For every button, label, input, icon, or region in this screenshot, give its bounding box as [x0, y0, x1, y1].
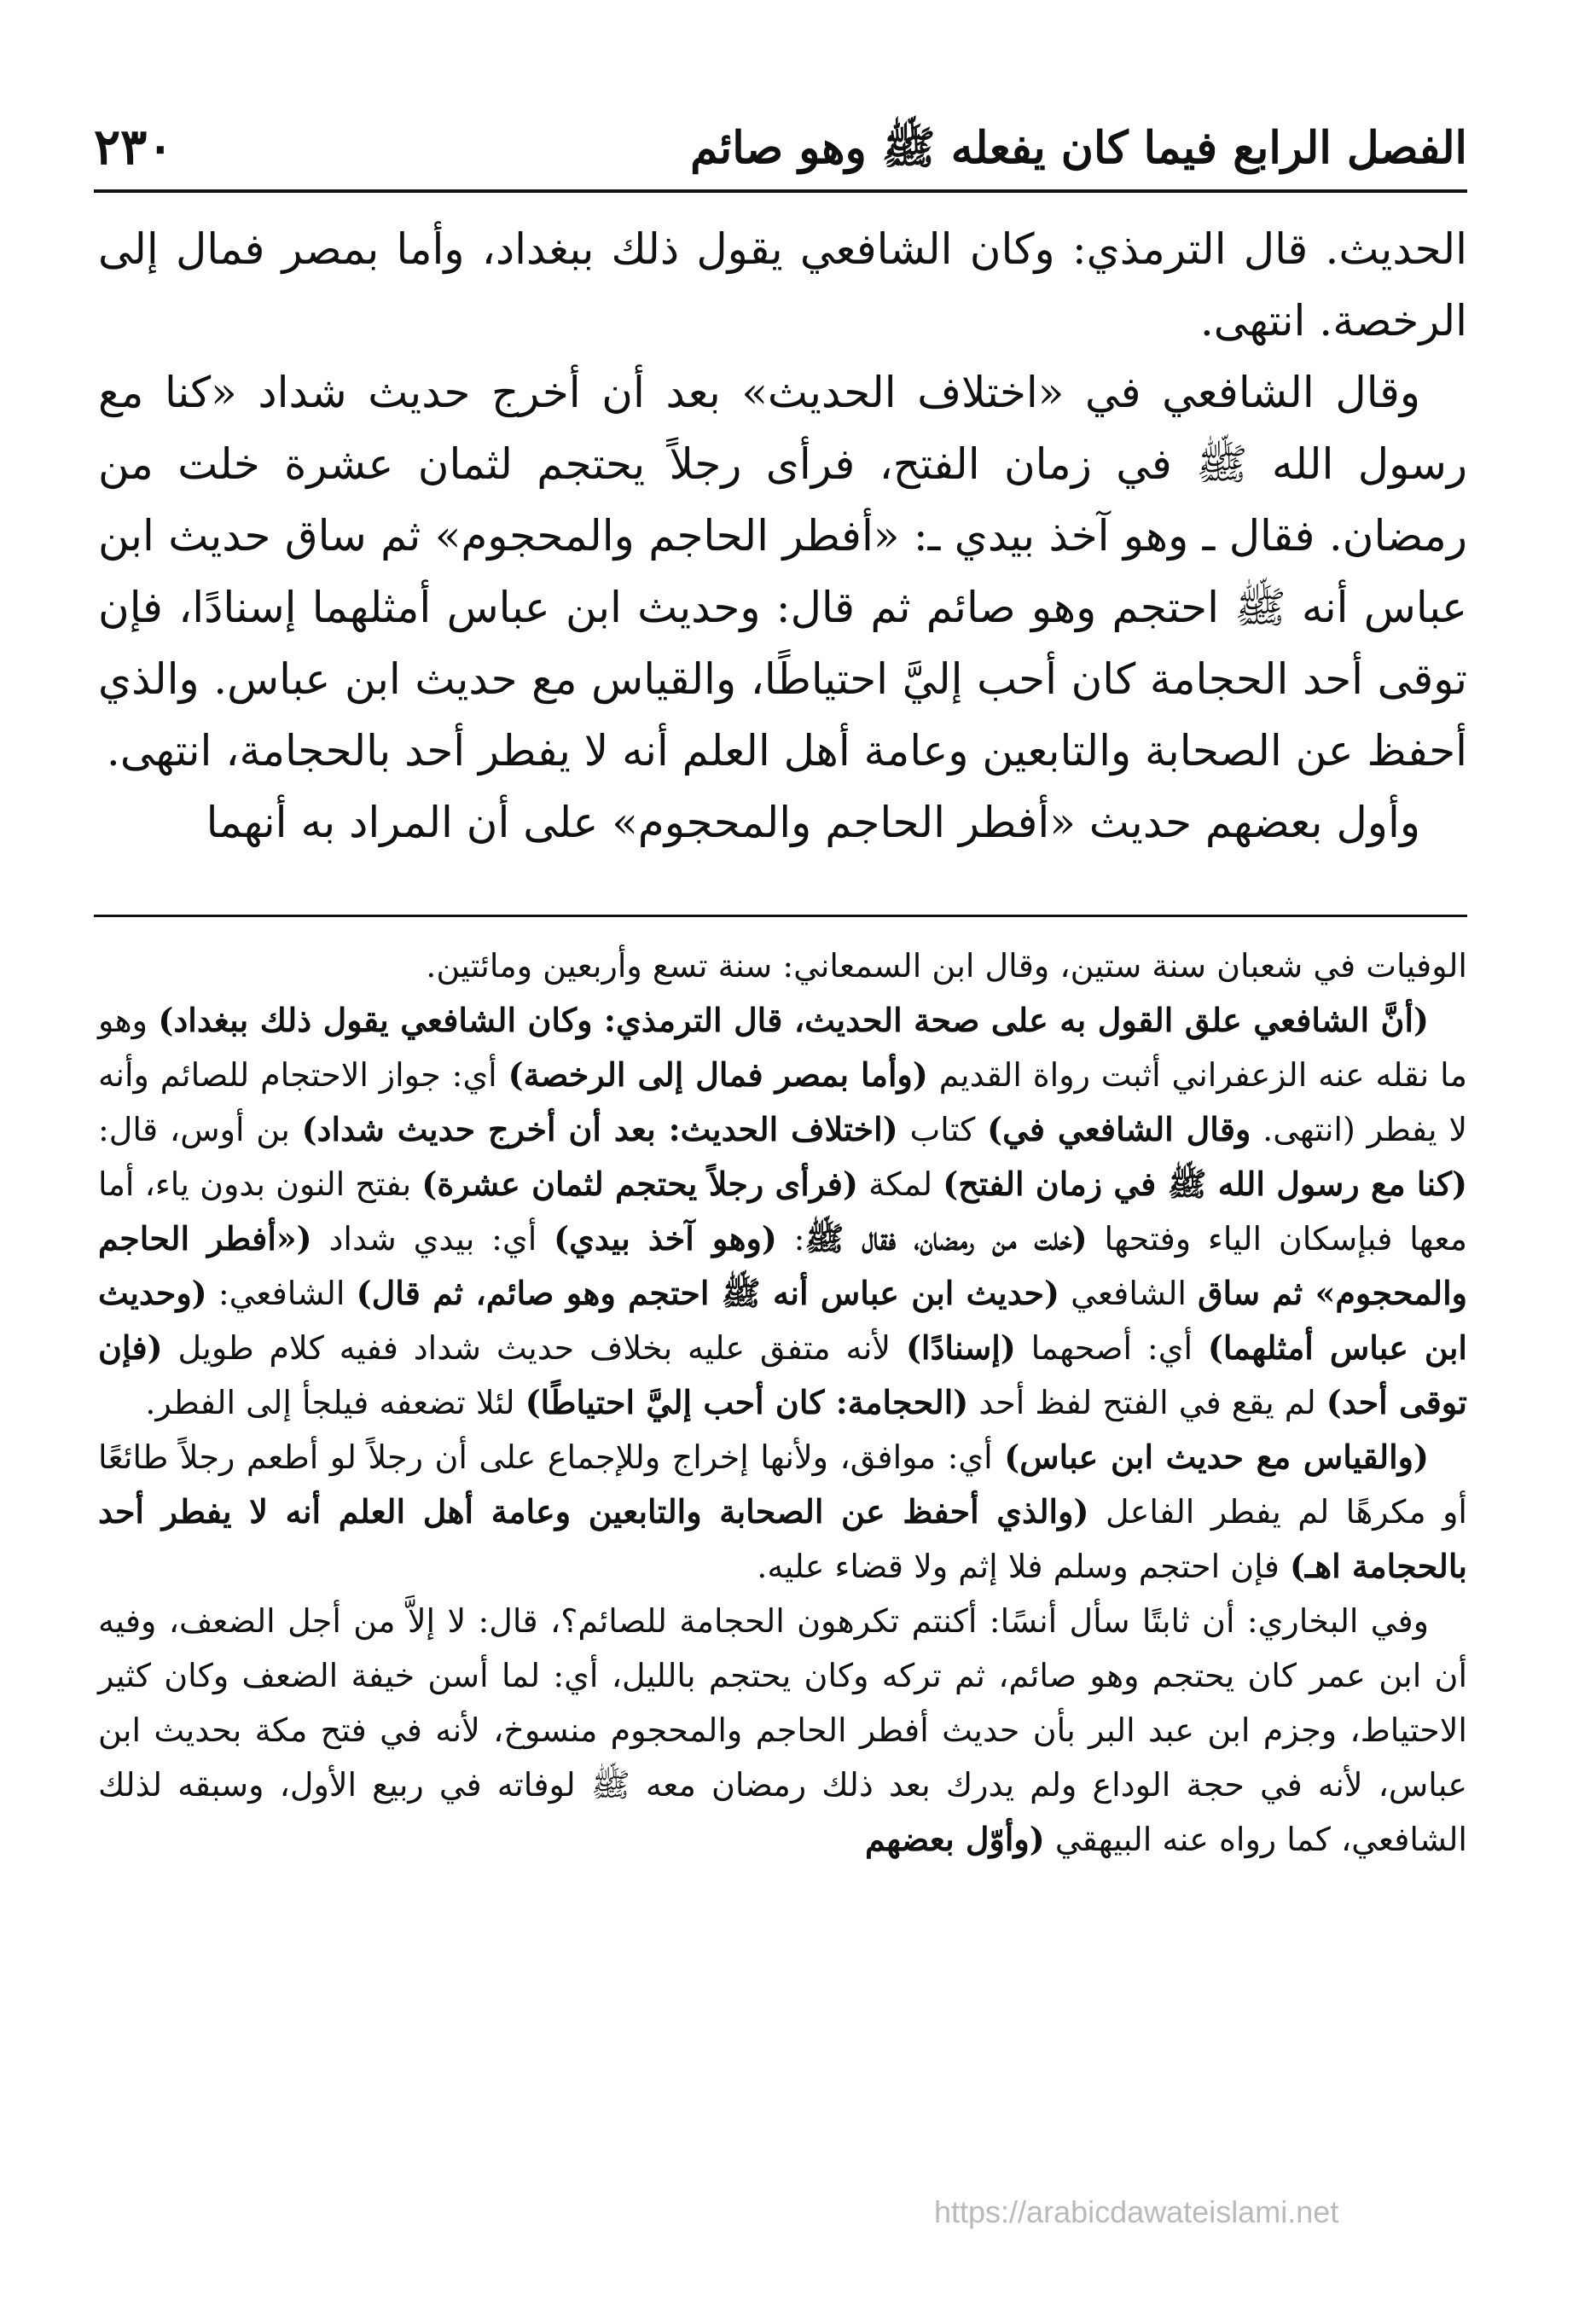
bold-quote-segment: (وهو آخذ بيدي)	[554, 1219, 777, 1258]
commentary-paragraph-4	[98, 1594, 1467, 1867]
text-segment: أي: جواز الاحتجام للصائم وأنه لا يفطر (انتهى.	[98, 1056, 1467, 1148]
bold-quote-segment: (وأما بمصر فمال إلى الرخصة)	[508, 1055, 928, 1094]
bold-quote-segment: (والقياس مع حديث ابن عباس)	[1004, 1438, 1430, 1476]
text-segment: لأنه متفق عليه بخلاف حديث شداد ففيه كلام طويل	[162, 1329, 906, 1367]
bold-quote-segment: (إسنادًا)	[905, 1328, 1016, 1367]
text-segment: الشافعي:	[206, 1275, 357, 1312]
bold-quote-segment: (فرأى رجلاً يحتجم لثمان عشرة)	[421, 1165, 858, 1203]
bold-quote-segment: (اختلاف الحديث: بعد أن أخرج حديث شداد)	[301, 1110, 898, 1148]
text-segment: وهو ما نقله عنه الزعفراني أثبت رواة القديم	[98, 1002, 1468, 1094]
text-segment: بفتح النون بدون ياء، أما معها فبإسكان الياء وفتحها	[98, 1165, 1468, 1258]
chapter-title: الفصل الرابع فيما كان يفعله ﷺ وهو صائم	[690, 122, 1467, 174]
text-segment: الشافعي	[1059, 1275, 1199, 1312]
text-segment: أي: موافق، ولأنها إخراج وللإجماع على أن رجلاً لو أطعم رجلاً طائعًا أو مكرهًا لم يفطر الفاعل	[98, 1438, 1467, 1531]
main-paragraph-3: وأول بعضهم حديث «أفطر الحاجم والمحجوم» على أن المراد به أنهما	[206, 798, 1420, 847]
page-number: ٢٣٠	[94, 118, 174, 176]
site-watermark: https://arabicdawateislami.net	[934, 2194, 1339, 2229]
text-segment: أي: أصحهما	[1015, 1329, 1208, 1367]
text-segment: لم يقع في الفتح لفظ أحد	[968, 1384, 1326, 1421]
main-paragraph-2: وقال الشافعي في «اختلاف الحديث» بعد أن أخرج حديث شداد «كنا مع رسول الله ﷺ في زمان الفتح، فرأى رجلاً يحتجم لثمان عشرة خلت من رمضان. فقال ـ وهو آخذ بيدي ـ: «أفطر الحاجم والمحجوم» ثم ساق حديث ابن عباس أنه ﷺ احتجم وهو صائم ثم قال: وحديث ابن عباس أمثلهما إسنادًا، فإن توقى أحد الحجامة كان أحب إليَّ احتياطًا، والقياس مع حديث ابن عباس. والذي أحفظ عن الصحابة والتابعين وعامة أهل العلم أنه لا يفطر أحد بالحجامة، انتهى.	[98, 368, 1467, 776]
bold-quote-segment: (كنا مع رسول الله ﷺ في زمان الفتح)	[943, 1165, 1467, 1203]
bold-quote-segment: (حديث ابن عباس أنه ﷺ احتجم وهو صائم، ثم قال)	[356, 1274, 1059, 1312]
bold-quote-segment: (فإن توقى أحد)	[98, 1328, 1467, 1421]
text-segment: :	[776, 1220, 805, 1258]
text-segment: أي: بيدي شداد	[311, 1220, 554, 1258]
bold-quote-segment: (خلت من رمضان، فقال ﷺ	[804, 1219, 1088, 1258]
header-rule	[94, 189, 1467, 193]
bold-quote-segment: (أنَّ الشافعي علق القول به على صحة الحديث، قال الترمذي: وكان الشافعي يقول ذلك ببغداد)	[158, 1001, 1429, 1039]
bold-quote-segment: (الحجامة: كان أحب إليَّ احتياطًا)	[525, 1383, 969, 1421]
commentary	[98, 938, 1467, 1867]
main-text	[98, 213, 1467, 858]
footnote-divider	[94, 915, 1467, 917]
bold-quote-segment: (وأوّل بعضهم	[865, 1820, 1045, 1858]
bold-quote-segment: (وحديث ابن عباس أمثلهما)	[98, 1274, 1467, 1367]
text-segment: فإن احتجم وسلم فلا إثم ولا قضاء عليه.	[757, 1548, 1290, 1585]
text-segment: كتاب	[897, 1111, 988, 1148]
text-segment: وفي البخاري: أن ثابتًا سأل أنسًا: أكنتم تكرهون الحجامة للصائم؟، قال: لا إلاَّ من أجل الضعف، وفيه أن ابن عمر كان يحتجم وهو صائم، ثم تركه وكان يحتجم بالليل، أي: لما أسن خيفة الضعف وكان كثير الاحتياط، وجزم ابن عبد البر بأن حديث أفطر الحاجم والمحجوم منسوخ، لأنه في فتح مكة بحديث ابن عباس، لأنه في حجة الوداع ولم يدرك بعد ذلك رمضان معه ﷺ لوفاته في ربيع الأول، وسبقه لذلك الشافعي، كما رواه عنه البيهقي	[98, 1602, 1467, 1858]
commentary-paragraph-3	[98, 1430, 1467, 1594]
text-segment: بن أوس، قال:	[98, 1111, 302, 1148]
bold-quote-segment: وقال الشافعي في)	[987, 1110, 1251, 1148]
bold-quote-segment: (والذي أحفظ عن الصحابة والتابعين وعامة أهل العلم أنه لا يفطر أحد بالحجامة اهـ)	[98, 1492, 1467, 1585]
commentary-paragraph-1: الوفيات في شعبان سنة ستين، وقال ابن السمعاني: سنة تسع وأربعين ومائتين.	[426, 947, 1467, 985]
main-paragraph-1: الحديث. قال الترمذي: وكان الشافعي يقول ذلك ببغداد، وأما بمصر فمال إلى الرخصة. انتهى.	[98, 224, 1467, 346]
text-segment: لئلا تضعفه فيلجأ إلى الفطر.	[145, 1384, 525, 1421]
page-header	[94, 102, 1467, 196]
commentary-paragraph-2	[98, 993, 1467, 1430]
text-segment: لمكة	[857, 1165, 943, 1203]
bold-quote-segment: («أفطر الحاجم والمحجوم» ثم ساق	[98, 1219, 1468, 1312]
